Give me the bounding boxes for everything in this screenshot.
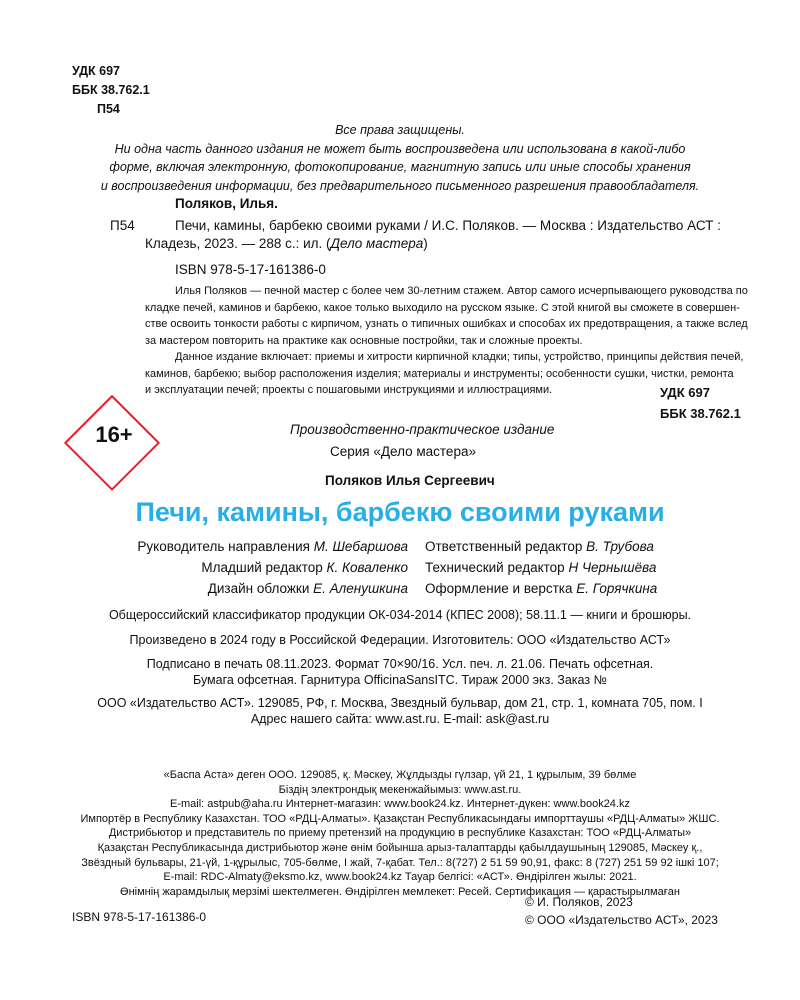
book-title: Печи, камины, барбекю своими руками [135, 497, 665, 527]
rights-notice: Все права защищены. Ни одна часть данного издания не может быть воспроизведена или использована в какой-либо форме, включая электронную, фотокопирование, магнитную запись или иные способы хранения и воспроизведения информации, без предварительного письменного разрешения правообладателя. [100, 123, 700, 193]
credit-left-3: Дизайн обложки Е. Аленушкина [207, 581, 408, 596]
catalog-author-heading: Поляков, Илья. [175, 196, 278, 211]
edition-type: Производственно-практическое издание [290, 422, 555, 437]
author-mark: П54 [97, 102, 120, 116]
credit-left-2: Младший редактор К. Коваленко [201, 560, 408, 575]
bottom-isbn: ISBN 978-5-17-161386-0 [72, 910, 207, 924]
series-label: Серия «Дело мастера» [330, 444, 476, 459]
address-line: ООО «Издательство АСТ». 129085, РФ, г. Москва, Звездный бульвар, дом 21, стр. 1, комната 705, пом. I [97, 696, 703, 710]
site-line: Адрес нашего сайта: www.ast.ru. E-mail: ask@ast.ru [250, 712, 550, 726]
bbk-code-right: ББК 38.762.1 [660, 406, 741, 421]
copyright-publisher: © ООО «Издательство АСТ», 2023 [525, 913, 718, 927]
kazakh-info-block: «Баспа Аста» деген ООО. 129085, қ. Мәскеу, Жұлдызды гүлзар, үй 21, 1 құрылым, 39 бөлме Біздің электрондық мекенжайымыз: www.ast.ru. E-mail: astpub@aha.ru Интернет-магазин: www.book24.kz. Интернет-дүкен: www.book24.kz Импортёр в Республику Казахстан. ТОО «РДЦ-Алматы». Қазақстан Республикасындағы импорттаушы «РДЦ-Алматы» ЖШС. Дистрибьютор и представитель по приему претензий на продукцию в республике Казахстан: ТОО «РДЦ-Алматы» Қазақстан Республикасында дистрибьютор және өнім бойынша арыз-талаптарды қабылдаушының 129085, Мәскеу қ., Звёздный бульвары, 21-үй, 1-құрылыс, 705-бөлме, I жай, 7-қабат. Тел.: 8(727) 2 51 59 90,91, факс: 8 (727) 251 59 92 ішкі 107; E-mail: RDC-Almaty@eksmo.kz, www.book24.kz Тауар белгісі: «АСТ». Өндірілген жылы: 2021. Өнімнің жарамдылық мерзімі шектелмеген. Өндірілген мемлекет: Ресей. Сертификация — қарастырылмаған [80, 769, 720, 898]
credit-right-3: Оформление и верстка Е. Горячкина [425, 581, 658, 596]
paper-line: Бумага офсетная. Гарнитура OfficinaSansITC. Тираж 2000 экз. Заказ № [193, 673, 607, 687]
author-full-name: Поляков Илья Сергеевич [325, 473, 495, 488]
credit-right-1: Ответственный редактор В. Трубова [425, 539, 654, 554]
signed-line: Подписано в печать 08.11.2023. Формат 70×90/16. Усл. печ. л. 21.06. Печать офсетная. [146, 657, 654, 671]
catalog-line-1: Печи, камины, барбекю своими руками / И.С. Поляков. — Москва : Издательство АСТ : [175, 218, 721, 233]
age-rating-label: 16+ [95, 422, 133, 447]
classifier-line: Общероссийский классификатор продукции ОК-034-2014 (КПЕС 2008); 58.11.1 — книги и брошюры. [108, 608, 692, 622]
copyright-author: © И. Поляков, 2023 [525, 895, 633, 909]
catalog-isbn: ISBN 978-5-17-161386-0 [175, 262, 326, 277]
udk-code: УДК 697 [72, 64, 121, 78]
catalog-line-2: Кладезь, 2023. — 288 с.: ил. (Дело мастера) [145, 236, 428, 251]
bbk-code: ББК 38.762.1 [72, 83, 150, 97]
produced-line: Произведено в 2024 году в Российской Федерации. Изготовитель: ООО «Издательство АСТ» [129, 633, 671, 647]
credit-left-1: Руководитель направления М. Шебаршова [137, 539, 408, 554]
catalog-mark: П54 [110, 218, 135, 233]
annotation: Илья Поляков — печной мастер с более чем 30-летним стажем. Автор самого исчерпывающего руководства по кладке печей, каминов и барбекю, какое только выходило на русском языке. С этой книгой вы сможете в совершен- стве освоить тонкости работы с кирпичом, узнать о типичных ошибках и способах их предотвращения, а также вслед за мастером повторить на практике как основные постройки, так и сложные проекты. Данное издание включает: приемы и хитрости кирпичной кладки; типы, устройство, принципы действия печей, каминов, барбекю; выбор расположения изделия; материалы и инструменты; особенности сушки, чистки, ремонта и эксплуатации печей; проекты с пошаговыми инструкциями и иллюстрациями. [145, 285, 748, 396]
udk-code-right: УДК 697 [660, 385, 710, 400]
credit-right-2: Технический редактор Н Чернышёва [425, 560, 657, 575]
